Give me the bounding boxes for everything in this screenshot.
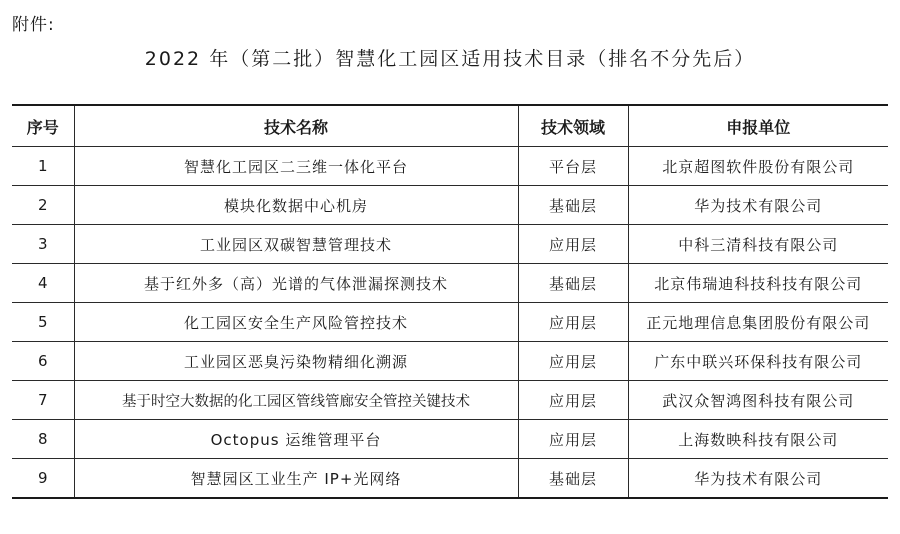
header-name: 技术名称 [74, 105, 518, 147]
table-row [12, 303, 888, 342]
table-row [12, 186, 888, 225]
cell-no: 5 [12, 303, 74, 342]
header-field: 技术领域 [518, 105, 628, 147]
cell-field: 应用层 [518, 342, 628, 381]
header-no: 序号 [12, 105, 74, 147]
technology-catalog-table [12, 104, 888, 499]
cell-no: 8 [12, 420, 74, 459]
attachment-label: 附件: [12, 15, 55, 35]
cell-unit: 上海数映科技有限公司 [628, 420, 888, 459]
cell-field: 基础层 [518, 186, 628, 225]
cell-unit: 正元地理信息集团股份有限公司 [628, 303, 888, 342]
cell-unit: 北京超图软件股份有限公司 [628, 147, 888, 186]
table-row [12, 342, 888, 381]
header-unit: 申报单位 [628, 105, 888, 147]
cell-field: 应用层 [518, 420, 628, 459]
cell-name: 基于时空大数据的化工园区管线管廊安全管控关键技术 [74, 381, 518, 420]
cell-no: 6 [12, 342, 74, 381]
cell-no: 7 [12, 381, 74, 420]
table-row [12, 420, 888, 459]
cell-unit: 北京伟瑞迪科技科技有限公司 [628, 264, 888, 303]
table-header-row [12, 105, 888, 147]
cell-name: 化工园区安全生产风险管控技术 [74, 303, 518, 342]
cell-name: 基于红外多（高）光谱的气体泄漏探测技术 [74, 264, 518, 303]
document-title: 2022 年（第二批）智慧化工园区适用技术目录（排名不分先后） [144, 48, 756, 70]
cell-name: 智慧化工园区二三维一体化平台 [74, 147, 518, 186]
table-row [12, 381, 888, 420]
cell-name: 智慧园区工业生产 IP+光网络 [74, 459, 518, 499]
cell-field: 应用层 [518, 225, 628, 264]
table-row [12, 264, 888, 303]
cell-field: 应用层 [518, 381, 628, 420]
cell-no: 2 [12, 186, 74, 225]
table-row [12, 147, 888, 186]
table-row [12, 459, 888, 499]
cell-unit: 广东中联兴环保科技有限公司 [628, 342, 888, 381]
cell-no: 4 [12, 264, 74, 303]
cell-unit: 华为技术有限公司 [628, 459, 888, 499]
cell-name: 工业园区双碳智慧管理技术 [74, 225, 518, 264]
cell-no: 1 [12, 147, 74, 186]
cell-no: 3 [12, 225, 74, 264]
cell-field: 平台层 [518, 147, 628, 186]
cell-field: 基础层 [518, 264, 628, 303]
cell-no: 9 [12, 459, 74, 499]
cell-unit: 华为技术有限公司 [628, 186, 888, 225]
cell-name: Octopus 运维管理平台 [74, 420, 518, 459]
table-row [12, 225, 888, 264]
cell-name: 模块化数据中心机房 [74, 186, 518, 225]
cell-name: 工业园区恶臭污染物精细化溯源 [74, 342, 518, 381]
cell-field: 基础层 [518, 459, 628, 499]
cell-unit: 武汉众智鸿图科技有限公司 [628, 381, 888, 420]
cell-field: 应用层 [518, 303, 628, 342]
cell-unit: 中科三清科技有限公司 [628, 225, 888, 264]
